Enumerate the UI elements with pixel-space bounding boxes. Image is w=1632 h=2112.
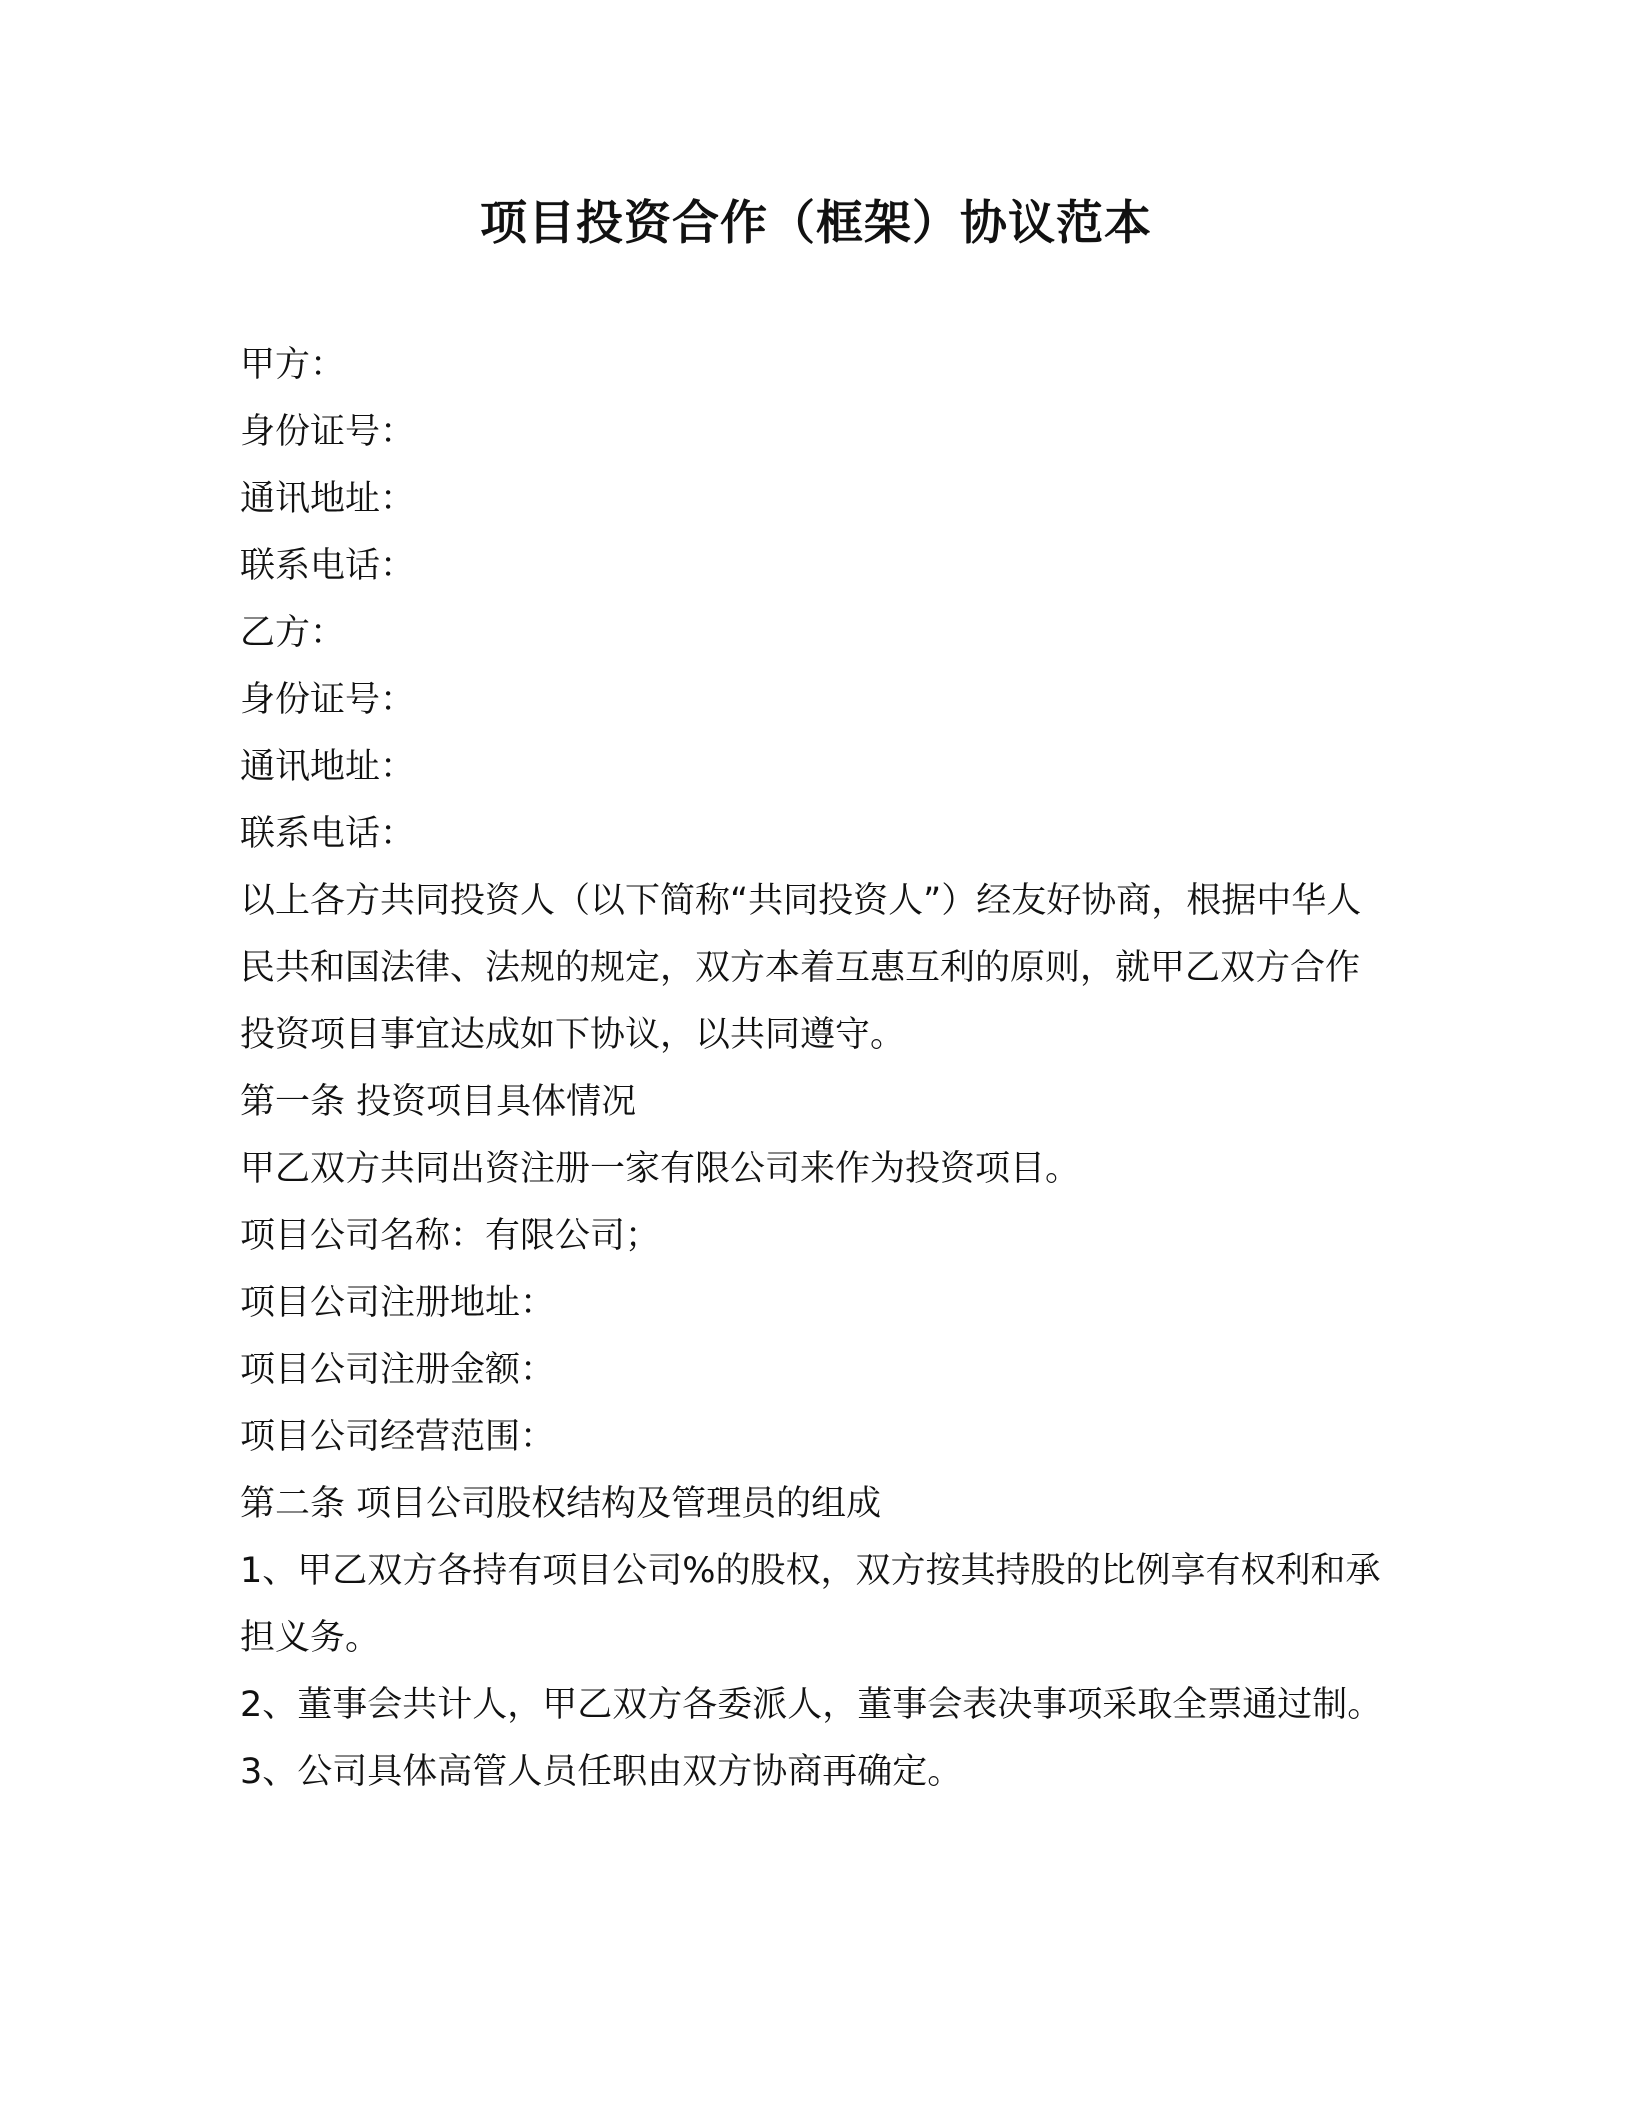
article-2-item-3: 3、公司具体高管人员任职由双方协商再确定。 (240, 1752, 963, 1792)
document-title: 项目投资合作（框架）协议范本 (480, 196, 1152, 251)
company-scope-line: 项目公司经营范围： (240, 1417, 556, 1457)
party-b-label: 乙方： (240, 613, 346, 653)
article-1-heading: 第一条 投资项目具体情况 (240, 1082, 637, 1122)
party-a-address: 通讯地址： (240, 479, 416, 519)
article-1-intro: 甲乙双方共同出资注册一家有限公司来作为投资项目。 (240, 1149, 1081, 1189)
company-capital-line: 项目公司注册金额： (240, 1350, 556, 1390)
article-2-heading: 第二条 项目公司股权结构及管理员的组成 (240, 1484, 882, 1524)
party-a-phone: 联系电话： (240, 546, 416, 586)
party-a-id-number: 身份证号： (240, 412, 416, 452)
company-name-line: 项目公司名称：有限公司； (240, 1216, 661, 1256)
document-body (240, 332, 1390, 1806)
party-b-phone: 联系电话： (240, 814, 416, 854)
article-2-item-1: 1、甲乙双方各持有项目公司%的股权，双方按其持股的比例享有权利和承担义务。 (240, 1551, 1381, 1658)
party-b-address: 通讯地址： (240, 747, 416, 787)
article-2-item-2: 2、董事会共计人，甲乙双方各委派人，董事会表决事项采取全票通过制。 (240, 1685, 1383, 1725)
preamble-paragraph: 以上各方共同投资人（以下简称“共同投资人”）经友好协商，根据中华人民共和国法律、法规的规定，双方本着互惠互利的原则，就甲乙双方合作投资项目事宜达成如下协议，以共同遵守。 (240, 881, 1362, 1055)
company-address-line: 项目公司注册地址： (240, 1283, 556, 1323)
party-b-id-number: 身份证号： (240, 680, 416, 720)
party-a-label: 甲方： (240, 345, 346, 385)
